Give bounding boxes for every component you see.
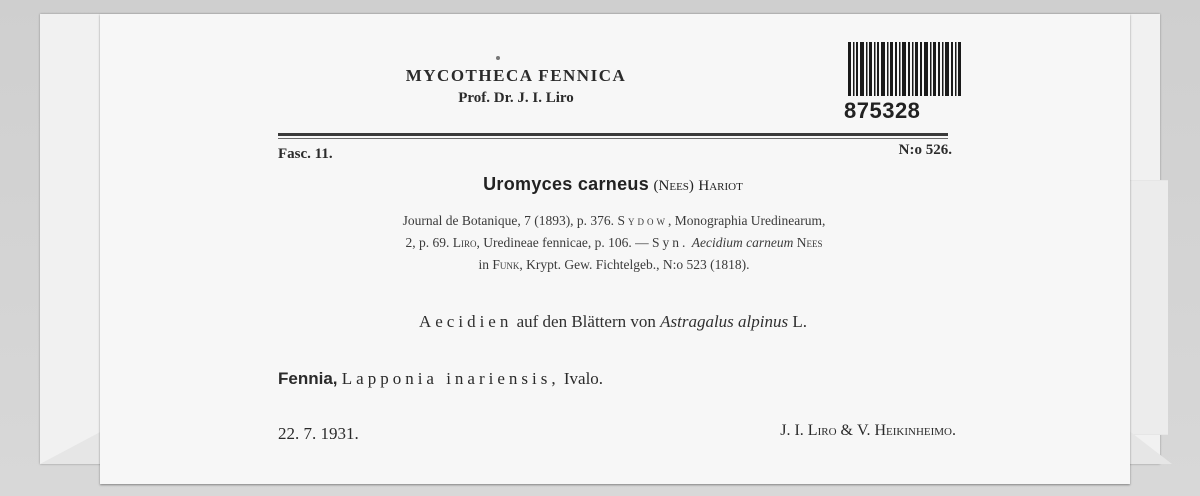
species-binomial: Uromyces carneus — [483, 174, 650, 194]
header-rule-thin — [278, 138, 948, 139]
locality-line — [278, 369, 948, 389]
header-rule — [278, 133, 948, 136]
herbarium-label — [100, 14, 1130, 484]
spore-stage: Aecidien — [418, 312, 513, 331]
specimen-number: N:o 526. — [898, 142, 952, 158]
pin-hole — [496, 56, 500, 60]
country: Fennia, — [278, 369, 338, 388]
citation-line-1: Journal de Botanique, 7 (1893), p. 376. Sydow, Monographia Uredinearum, — [402, 213, 826, 228]
barcode-icon — [846, 38, 964, 100]
species-name — [278, 174, 948, 195]
barcode-number: 875328 — [844, 98, 921, 123]
packet-side-flap — [1128, 180, 1168, 435]
citation-line-2: 2, p. 69. Liro, Uredineae fennicae, p. 106. — Syn. Aecidium carneum Nees — [405, 235, 823, 250]
habitat-text: auf den Blättern von — [516, 312, 656, 331]
literature-citation — [272, 210, 956, 276]
host-author: L. — [792, 312, 807, 331]
collector-joiner: & — [840, 422, 853, 439]
habitat-line — [278, 312, 948, 332]
species-author-parenthetical: (Nees) — [653, 178, 694, 194]
host-plant: Astragalus alpinus — [660, 312, 789, 331]
collectors — [656, 422, 956, 440]
collection-date: 22. 7. 1931. — [278, 424, 359, 443]
collector-first: J. I. Liro — [780, 422, 837, 439]
collection-editor: Prof. Dr. J. I. Liro — [458, 90, 574, 106]
collection-title: MYCOTHECA FENNICA — [405, 66, 627, 85]
citation-line-3: in Funk, Krypt. Gew. Fichtelgeb., N:o 523 (1818). — [478, 257, 750, 272]
species-author: Hariot — [698, 178, 743, 194]
fascicle-number: Fasc. 11. — [278, 146, 333, 162]
province: Lapponia inariensis, — [341, 369, 560, 388]
collector-second: V. Heikinheimo. — [856, 422, 956, 439]
place: Ivalo. — [563, 369, 604, 388]
